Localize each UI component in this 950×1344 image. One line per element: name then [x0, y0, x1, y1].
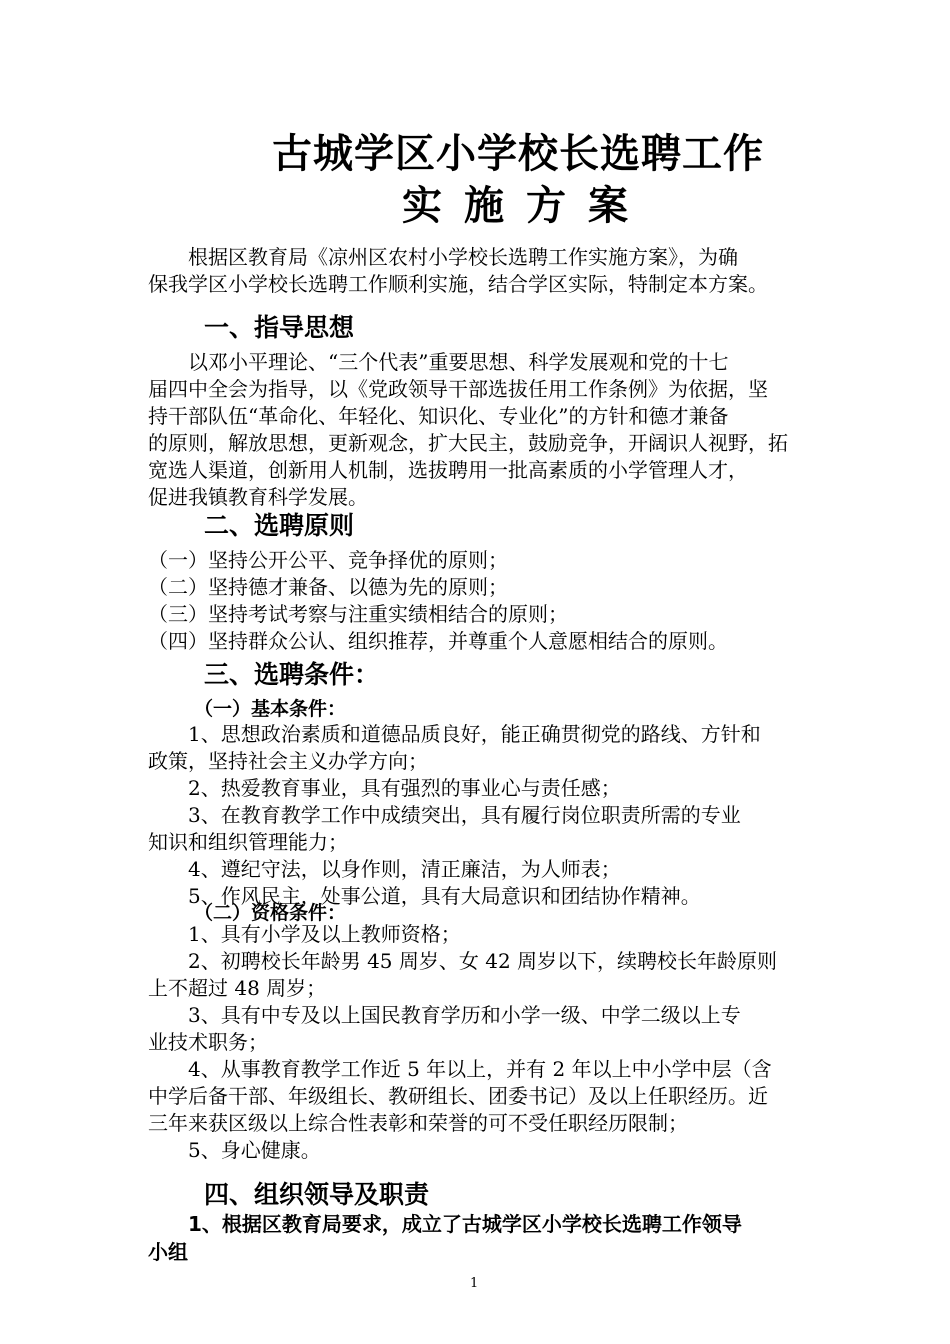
list-item: （一）坚持公开公平、竞争择优的原则；: [148, 548, 508, 572]
paragraph-line: 1、根据区教育局要求，成立了古城学区小学校长选聘工作领导: [188, 1212, 742, 1236]
paragraph-line: 届四中全会为指导，以《党政领导干部选拔任用工作条例》为依据，坚: [148, 377, 768, 401]
paragraph-line: 政策，坚持社会主义办学方向；: [148, 749, 428, 773]
paragraph-line: 促进我镇教育科学发展。: [148, 485, 368, 509]
paragraph-line: 持干部队伍“革命化、年轻化、知识化、专业化”的方针和德才兼备: [148, 404, 729, 428]
paragraph-line: 3、具有中专及以上国民教育学历和小学一级、中学二级以上专: [188, 1003, 741, 1027]
list-item: （二）坚持德才兼备、以德为先的原则；: [148, 575, 508, 599]
paragraph-line: 宽选人渠道，创新用人机制，选拔聘用一批高素质的小学管理人才，: [148, 458, 748, 482]
section-heading-organization: 四、组织领导及职责: [204, 1180, 430, 1209]
paragraph-line: 业技术职务；: [148, 1030, 268, 1054]
paragraph-line: 2、初聘校长年龄男 45 周岁、女 42 周岁以下，续聘校长年龄原则: [188, 949, 778, 973]
section-heading-guiding-thought: 一、指导思想: [204, 313, 355, 342]
paragraph-line: 3、在教育教学工作中成绩突出，具有履行岗位职责所需的专业: [188, 803, 741, 827]
paragraph-line: 知识和组织管理能力；: [148, 830, 348, 854]
paragraph-line: 1、思想政治素质和道德品质良好，能正确贯彻党的路线、方针和: [188, 722, 761, 746]
list-item: （三）坚持考试考察与注重实绩相结合的原则；: [148, 602, 568, 626]
section-heading-principles: 二、选聘原则: [204, 511, 355, 540]
paragraph-line: 4、遵纪守法，以身作则，清正廉洁，为人师表；: [188, 857, 621, 881]
section-heading-conditions: 三、选聘条件：: [204, 660, 380, 689]
document-title-line1: 古城学区小学校长选聘工作: [272, 131, 764, 177]
paragraph-line: 4、从事教育教学工作近 5 年以上，并有 2 年以上中小学中层（含: [188, 1057, 772, 1081]
paragraph-line: 1、具有小学及以上教师资格；: [188, 922, 461, 946]
intro-line: 保我学区小学校长选聘工作顺利实施，结合学区实际，特制定本方案。: [148, 272, 768, 296]
paragraph-line: 以邓小平理论、“三个代表”重要思想、科学发展观和党的十七: [188, 350, 729, 374]
paragraph-line: 2、热爱教育事业，具有强烈的事业心与责任感；: [188, 776, 621, 800]
subsection-heading-basic: （一）基本条件：: [194, 698, 347, 720]
paragraph-line: 的原则，解放思想，更新观念，扩大民主，鼓励竞争，开阔识人视野，拓: [148, 431, 788, 455]
paragraph-line: 小组: [148, 1240, 188, 1264]
paragraph-line: 上不超过 48 周岁；: [148, 976, 327, 1000]
paragraph-line: 5、作风民主，处事公道，具有大局意识和团结协作精神。: [188, 884, 701, 908]
document-title-line2: 实施方案: [402, 183, 650, 229]
subsection-heading-qualification: （二）资格条件：: [194, 902, 347, 924]
paragraph-line: 中学后备干部、年级组长、教研组长、团委书记）及以上任职经历。近: [148, 1084, 768, 1108]
paragraph-line: 5、身心健康。: [188, 1138, 321, 1162]
list-item: （四）坚持群众公认、组织推荐，并尊重个人意愿相结合的原则。: [148, 629, 728, 653]
intro-line: 根据区教育局《凉州区农村小学校长选聘工作实施方案》，为确: [188, 245, 738, 269]
page-number: 1: [470, 1276, 479, 1291]
paragraph-line: 三年来获区级以上综合性表彰和荣誉的可不受任职经历限制；: [148, 1111, 688, 1135]
